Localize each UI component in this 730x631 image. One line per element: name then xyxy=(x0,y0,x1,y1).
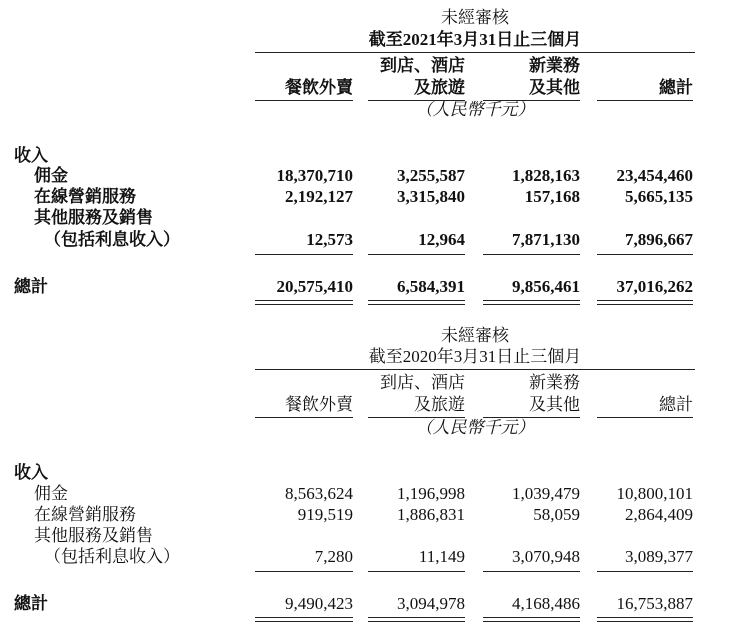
col-header-food-delivery: 餐飲外賣 xyxy=(285,395,353,414)
header-divider xyxy=(255,52,695,53)
total-cell: 3,094,978 xyxy=(397,594,465,613)
unit-label: （人民幣千元） xyxy=(415,100,535,119)
double-rule xyxy=(597,300,693,301)
col-header-new-initiatives-b: 及其他 xyxy=(529,78,580,97)
header-audit-status: 未經審核 xyxy=(441,326,509,345)
cell: 1,039,479 xyxy=(512,484,580,503)
cell: 7,280 xyxy=(314,547,353,566)
cell: 5,665,135 xyxy=(625,187,693,206)
double-rule xyxy=(255,621,353,622)
cell: 157,168 xyxy=(524,187,580,206)
cell: 1,196,998 xyxy=(397,484,465,503)
double-rule xyxy=(597,621,693,622)
subtotal-rule xyxy=(597,254,693,255)
col-header-total: 總計 xyxy=(659,395,693,414)
cell: 12,573 xyxy=(306,230,353,249)
double-rule xyxy=(368,300,465,301)
cell: 11,149 xyxy=(418,547,465,566)
double-rule xyxy=(368,304,465,305)
double-rule xyxy=(255,300,353,301)
cell: 3,255,587 xyxy=(397,166,465,185)
total-cell: 9,490,423 xyxy=(285,594,353,613)
double-rule xyxy=(368,617,465,618)
cell: 58,059 xyxy=(533,505,580,524)
col-header-instore-a: 到店、酒店 xyxy=(380,56,465,75)
double-rule xyxy=(483,617,580,618)
double-rule xyxy=(255,617,353,618)
row-label-online-marketing: 在線營銷服務 xyxy=(34,187,136,206)
subtotal-rule xyxy=(483,571,580,572)
col-header-instore-a: 到店、酒店 xyxy=(380,373,465,392)
cell: 3,315,840 xyxy=(397,187,465,206)
section-revenue: 收入 xyxy=(14,146,48,165)
total-label: 總計 xyxy=(14,277,48,296)
cell: 2,864,409 xyxy=(625,505,693,524)
col-header-total: 總計 xyxy=(659,78,693,97)
subtotal-rule xyxy=(368,254,465,255)
row-label-other-services: 其他服務及銷售 xyxy=(34,526,153,545)
cell: 3,070,948 xyxy=(512,547,580,566)
row-label-interest-income: （包括利息收入） xyxy=(44,230,180,249)
row-label-other-services: 其他服務及銷售 xyxy=(34,208,153,227)
col-header-new-initiatives-a: 新業務 xyxy=(529,373,580,392)
header-period: 截至2021年3月31日止三個月 xyxy=(368,30,582,49)
double-rule xyxy=(483,300,580,301)
cell: 23,454,460 xyxy=(616,166,693,185)
double-rule xyxy=(597,617,693,618)
total-cell: 6,584,391 xyxy=(397,277,465,296)
subtotal-rule xyxy=(368,571,465,572)
row-label-interest-income: （包括利息收入） xyxy=(44,547,180,566)
subtotal-rule xyxy=(597,571,693,572)
cell: 7,896,667 xyxy=(625,230,693,249)
cell: 12,964 xyxy=(418,230,465,249)
unit-label: （人民幣千元） xyxy=(415,418,535,437)
col-header-instore-b: 及旅遊 xyxy=(414,78,465,97)
cell: 1,886,831 xyxy=(397,505,465,524)
cell: 8,563,624 xyxy=(285,484,353,503)
subtotal-rule xyxy=(255,571,353,572)
cell: 7,871,130 xyxy=(512,230,580,249)
subtotal-rule xyxy=(255,254,353,255)
double-rule xyxy=(483,621,580,622)
cell: 919,519 xyxy=(297,505,353,524)
col-header-new-initiatives-b: 及其他 xyxy=(529,395,580,414)
total-cell: 20,575,410 xyxy=(276,277,353,296)
cell: 1,828,163 xyxy=(512,166,580,185)
cell: 18,370,710 xyxy=(276,166,353,185)
double-rule xyxy=(483,304,580,305)
section-revenue: 收入 xyxy=(14,463,48,482)
row-label-commission: 佣金 xyxy=(34,484,68,503)
header-period: 截至2020年3月31日止三個月 xyxy=(368,347,582,366)
total-cell: 9,856,461 xyxy=(512,277,580,296)
double-rule xyxy=(255,304,353,305)
header-audit-status: 未經審核 xyxy=(441,8,509,27)
header-divider xyxy=(255,369,695,370)
total-label: 總計 xyxy=(14,594,48,613)
subtotal-rule xyxy=(483,254,580,255)
double-rule xyxy=(597,304,693,305)
double-rule xyxy=(368,621,465,622)
row-label-commission: 佣金 xyxy=(34,166,68,185)
cell: 10,800,101 xyxy=(616,484,693,503)
total-cell: 37,016,262 xyxy=(616,277,693,296)
cell: 3,089,377 xyxy=(625,547,693,566)
total-cell: 4,168,486 xyxy=(512,594,580,613)
cell: 2,192,127 xyxy=(285,187,353,206)
total-cell: 16,753,887 xyxy=(616,594,693,613)
row-label-online-marketing: 在線營銷服務 xyxy=(34,505,136,524)
col-header-new-initiatives-a: 新業務 xyxy=(529,56,580,75)
col-header-food-delivery: 餐飲外賣 xyxy=(285,78,353,97)
col-header-instore-b: 及旅遊 xyxy=(414,395,465,414)
